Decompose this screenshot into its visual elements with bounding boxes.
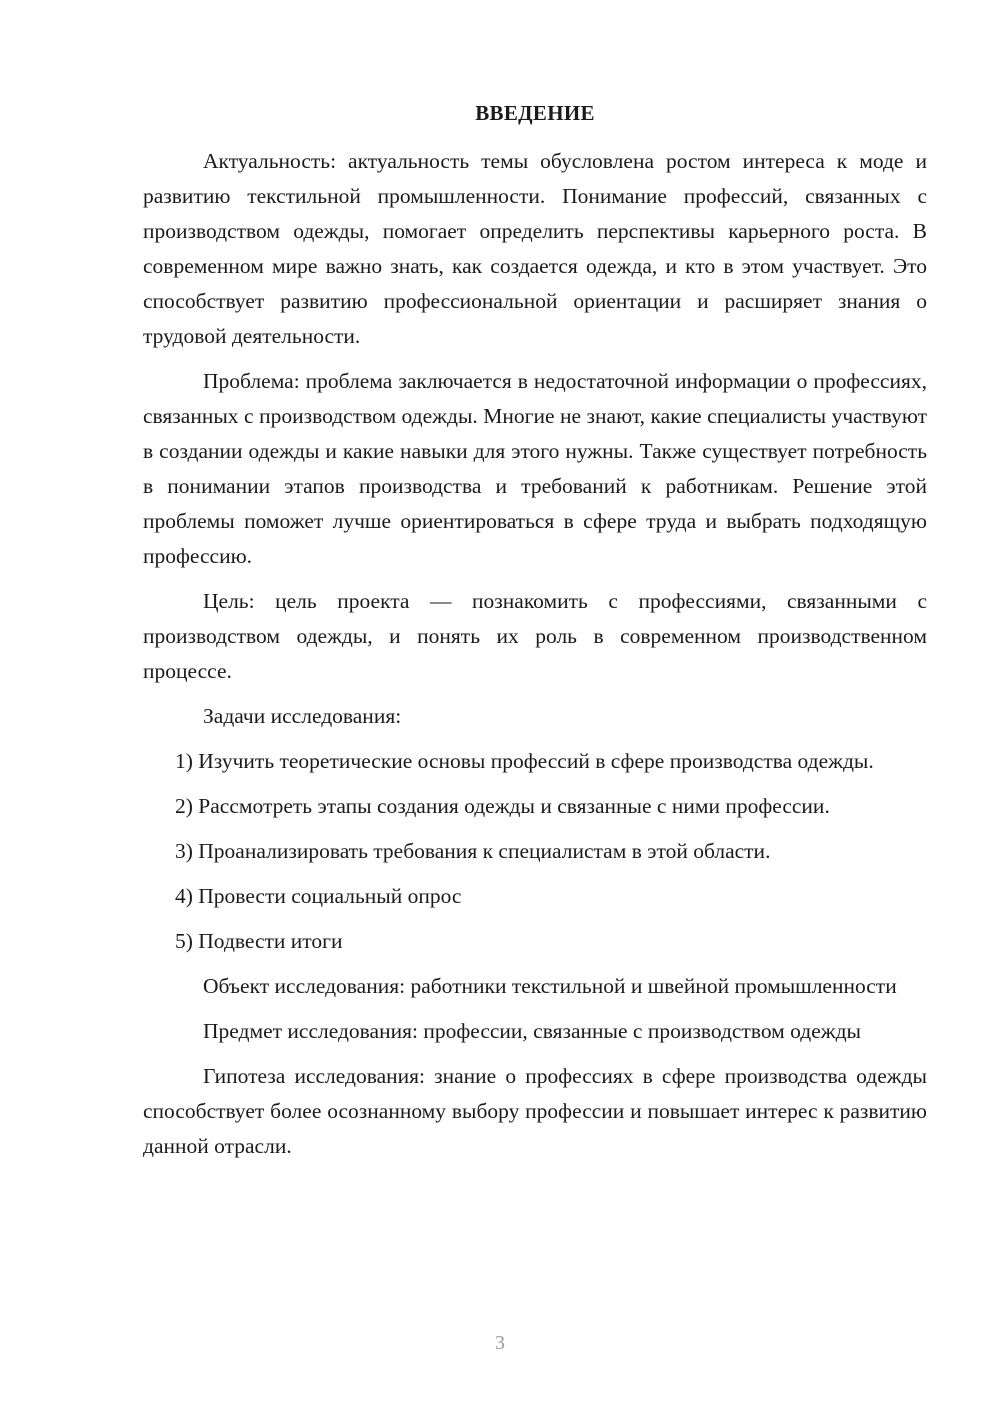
paragraph-object: Объект исследования: работники текстильной и швейной промышленности (203, 974, 897, 998)
task-item-4: 4) Провести социальный опрос (175, 884, 462, 908)
task-item-2: 2) Рассмотреть этапы создания одежды и связанные с ними профессии. (175, 794, 830, 818)
document-page (143, 96, 927, 1164)
paragraph-problem: Проблема: проблема заключается в недостаточной информации о профессиях, связанных с производством одежды. Многие не знают, какие специалисты участвуют в создании одежды и какие навыки для этого нужны. Также существует потребность в понимании этапов производства и требований к работникам. Решение этой проблемы поможет лучше ориентироваться в сфере труда и выбрать подходящую профессию. (143, 369, 927, 568)
task-item-3: 3) Проанализировать требования к специалистам в этой области. (175, 839, 771, 863)
page-number: 3 (495, 1332, 505, 1354)
paragraph-goal: Цель: цель проекта — познакомить с профессиями, связанными с производством одежды, и понять их роль в современном производственном процессе. (143, 589, 927, 683)
page-title: ВВЕДЕНИЕ (475, 101, 595, 125)
paragraph-subject: Предмет исследования: профессии, связанные с производством одежды (203, 1019, 862, 1043)
task-item-1: 1) Изучить теоретические основы профессий в сфере производства одежды. (175, 749, 874, 773)
tasks-heading: Задачи исследования: (203, 704, 402, 728)
paragraph-relevance: Актуальность: актуальность темы обусловлена ростом интереса к моде и развитию текстильной промышленности. Понимание профессий, связанных с производством одежды, помогает определить перспективы карьерного роста. В современном мире важно знать, как создается одежда, и кто в этом участвует. Это способствует развитию профессиональной ориентации и расширяет знания о трудовой деятельности. (143, 149, 927, 348)
task-item-5: 5) Подвести итоги (175, 929, 343, 953)
paragraph-hypothesis: Гипотеза исследования: знание о профессиях в сфере производства одежды способствует более осознанному выбору профессии и повышает интерес к развитию данной отрасли. (143, 1064, 927, 1158)
